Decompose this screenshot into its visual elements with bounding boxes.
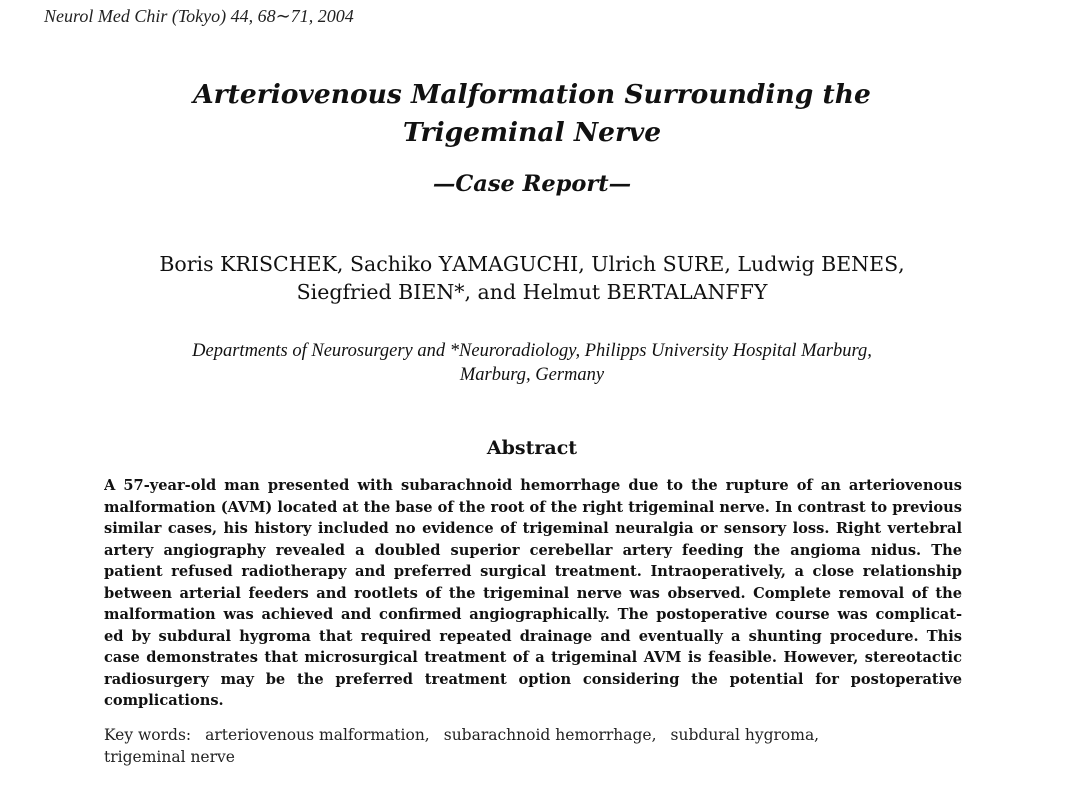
affiliation [0, 339, 1064, 387]
abstract-line: complications. [104, 692, 224, 709]
author: Ludwig BENES, [737, 252, 905, 276]
abstract-heading: Abstract [486, 437, 578, 459]
author: Siegfried BIEN*, and [296, 280, 523, 304]
author: Boris KRISCHEK, [159, 252, 350, 276]
abstract-line: between arterial feeders and rootlets of the trigeminal nerve was observed. Complete removal of the [104, 584, 962, 602]
paper-title [0, 76, 1064, 152]
author: Ulrich SURE, [591, 252, 738, 276]
author-line-2 [0, 278, 1064, 306]
author: Helmut BERTALANFFY [522, 280, 768, 304]
paper-title-line-2: Trigeminal Nerve [402, 117, 662, 148]
keywords-label: Key words: [104, 726, 192, 744]
abstract-line: patient refused radiotherapy and preferred surgical treatment. Intraoperatively, a close relationship [104, 563, 962, 580]
affiliation-line-2: Marburg, Germany [459, 365, 605, 385]
paper-title-line-1: Arteriovenous Malformation Surrounding the [193, 79, 871, 110]
keyword-item: subarachnoid hemorrhage, [443, 726, 657, 744]
abstract-line: ed by subdural hygroma that required repeated drainage and eventually a shunting procedure. This [104, 627, 962, 645]
abstract-line: case demonstrates that microsurgical treatment of a trigeminal AVM is feasible. However, stereotactic [104, 649, 962, 666]
keyword-item: arteriovenous malformation, [205, 726, 430, 744]
abstract-line: similar cases, his history included no evidence of trigeminal neuralgia or sensory loss. Right vertebral [104, 520, 962, 537]
abstract-line: A 57-year-old man presented with subarachnoid hemorrhage due to the rupture of an arteriovenous [104, 477, 962, 494]
journal-reference: Neurol Med Chir (Tokyo) 44, 68∼71, 2004 [44, 6, 354, 26]
keywords [104, 725, 962, 768]
abstract-line: radiosurgery may be the preferred treatment option considering the potential for postoperative [104, 670, 962, 688]
abstract-body [104, 475, 962, 712]
paper-subtitle: —Case Report— [432, 171, 632, 197]
author-line-1 [0, 250, 1064, 278]
author-list [0, 250, 1064, 306]
keyword-item: subdural hygroma, [670, 726, 820, 744]
author: Sachiko YAMAGUCHI, [349, 252, 592, 276]
abstract-line: malformation (AVM) located at the base of the root of the right trigeminal nerve. In contrast to previous [104, 498, 962, 516]
keyword-item: trigeminal nerve [104, 747, 235, 766]
abstract-line: malformation was achieved and confirmed angiographically. The postoperative course was complicat- [104, 606, 962, 623]
abstract-line: artery angiography revealed a doubled superior cerebellar artery feeding the angioma nidus. The [104, 541, 962, 559]
affiliation-line-1: Departments of Neurosurgery and *Neuroradiology, Philipps University Hospital Marburg, [192, 341, 872, 361]
